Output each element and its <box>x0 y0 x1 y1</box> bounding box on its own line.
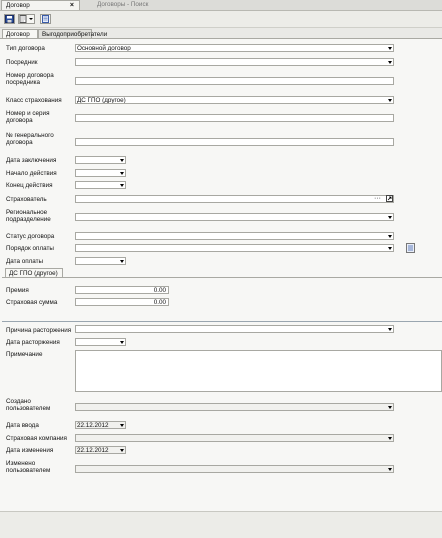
open-record-button[interactable] <box>386 195 393 202</box>
contract-number-series-input[interactable] <box>75 114 394 122</box>
changed-by-select[interactable] <box>75 465 394 473</box>
contract-status-label: Статус договора <box>6 233 55 240</box>
insured-sum-input[interactable] <box>75 298 169 306</box>
termination-date-label: Дата расторжения <box>6 339 60 346</box>
status-bar <box>0 511 442 538</box>
copy-menu-icon <box>19 15 34 23</box>
conclusion-date-picker[interactable] <box>75 156 126 164</box>
chevron-down-icon <box>388 99 392 102</box>
insurance-class-value: ДС ГПО (другое) <box>77 97 126 104</box>
chevron-down-icon <box>120 260 124 263</box>
tab-contracts-search-label: Договоры - Поиск <box>97 1 149 8</box>
payment-order-label: Порядок оплаты <box>6 245 54 252</box>
start-date-label: Начало действия <box>6 170 57 177</box>
contract-status-select[interactable] <box>75 232 394 240</box>
contract-type-label: Тип договора <box>6 45 45 52</box>
document-icon <box>407 244 414 252</box>
intermediary-contract-no-input[interactable] <box>75 77 394 85</box>
policyholder-input[interactable] <box>75 195 394 203</box>
tab-contract[interactable] <box>1 0 80 10</box>
chevron-down-icon <box>120 341 124 344</box>
intermediary-select[interactable] <box>75 58 394 66</box>
premium-label: Премия <box>6 287 29 294</box>
contract-number-series-label: Номер и серия договора <box>6 110 50 124</box>
document-icon <box>41 15 50 23</box>
entry-date-picker[interactable] <box>75 421 126 429</box>
entry-date-label: Дата ввода <box>6 422 39 429</box>
payment-date-picker[interactable] <box>75 257 126 265</box>
changed-by-label: Изменено пользователем <box>6 460 51 474</box>
note-label: Примечание <box>6 351 43 358</box>
change-date-picker[interactable] <box>75 446 126 454</box>
tab-contract-label: Договор <box>6 2 30 9</box>
premium-value: 0.00 <box>153 287 166 294</box>
chevron-down-icon <box>120 449 124 452</box>
chevron-down-icon <box>388 216 392 219</box>
termination-reason-select[interactable] <box>75 325 394 333</box>
intermediary-contract-no-label: Номер договора посредника <box>6 72 54 86</box>
chevron-down-icon <box>120 159 124 162</box>
created-by-label: Создано пользователем <box>6 398 51 412</box>
tab-beneficiaries[interactable] <box>38 29 108 38</box>
chevron-down-icon <box>388 406 392 409</box>
intermediary-label: Посредник <box>6 59 38 66</box>
note-textarea[interactable] <box>75 350 442 392</box>
insurance-company-label: Страховая компания <box>6 435 67 442</box>
termination-date-picker[interactable] <box>75 338 126 346</box>
policyholder-label: Страхователь <box>6 196 47 203</box>
save-icon <box>5 15 14 23</box>
payment-date-label: Дата оплаты <box>6 258 44 265</box>
general-contract-no-label: № генерального договора <box>6 132 54 146</box>
tab-contracts-search[interactable] <box>93 0 163 10</box>
copy-menu-button[interactable] <box>18 14 35 24</box>
conclusion-date-label: Дата заключения <box>6 157 57 164</box>
general-contract-no-input[interactable] <box>75 138 394 146</box>
start-date-picker[interactable] <box>75 169 126 177</box>
insurance-company-select[interactable] <box>75 434 394 442</box>
open-record-icon <box>387 196 392 201</box>
chevron-down-icon <box>388 235 392 238</box>
toolbar <box>0 11 442 28</box>
tab-insurance-class-details[interactable] <box>5 268 63 277</box>
chevron-down-icon <box>388 247 392 250</box>
tab-beneficiaries-label: Выгодоприобретатели <box>42 31 108 38</box>
chevron-down-icon <box>388 47 392 50</box>
end-date-label: Конец действия <box>6 182 53 189</box>
entry-date-value: 22.12.2012 <box>77 422 109 429</box>
chevron-down-icon <box>120 424 124 427</box>
payment-schedule-button[interactable] <box>406 243 415 253</box>
tab-contract-inner-label: Договор <box>6 31 30 38</box>
change-date-value: 22.12.2012 <box>77 447 109 454</box>
chevron-down-icon <box>388 468 392 471</box>
premium-input[interactable] <box>75 286 169 294</box>
change-date-label: Дата изменения <box>6 447 54 454</box>
insured-sum-label: Страховая сумма <box>6 299 58 306</box>
section-divider <box>2 321 442 322</box>
termination-reason-label: Причина расторжения <box>6 327 72 334</box>
document-tab-strip <box>0 0 442 11</box>
document-button[interactable] <box>40 14 51 24</box>
insurance-class-select[interactable] <box>75 96 394 104</box>
regional-unit-label: Региональное подразделение <box>6 209 51 223</box>
insurance-details-panel <box>2 277 442 322</box>
policyholder-lookup-button[interactable]: ··· <box>374 195 381 202</box>
contract-type-value: Основной договор <box>77 45 131 52</box>
save-button[interactable] <box>4 14 15 24</box>
insured-sum-value: 0.00 <box>153 299 166 306</box>
chevron-down-icon <box>388 437 392 440</box>
created-by-select[interactable] <box>75 403 394 411</box>
end-date-picker[interactable] <box>75 181 126 189</box>
regional-unit-select[interactable] <box>75 213 394 221</box>
chevron-down-icon <box>120 184 124 187</box>
close-icon[interactable]: × <box>69 2 74 9</box>
tab-insurance-class-details-label: ДС ГПО (другое) <box>9 270 58 277</box>
chevron-down-icon <box>120 172 124 175</box>
payment-order-select[interactable] <box>75 244 394 252</box>
chevron-down-icon <box>388 328 392 331</box>
chevron-down-icon <box>388 61 392 64</box>
contract-type-select[interactable] <box>75 44 394 52</box>
insurance-class-label: Класс страхования <box>6 97 62 104</box>
tab-contract-inner[interactable] <box>2 29 38 38</box>
